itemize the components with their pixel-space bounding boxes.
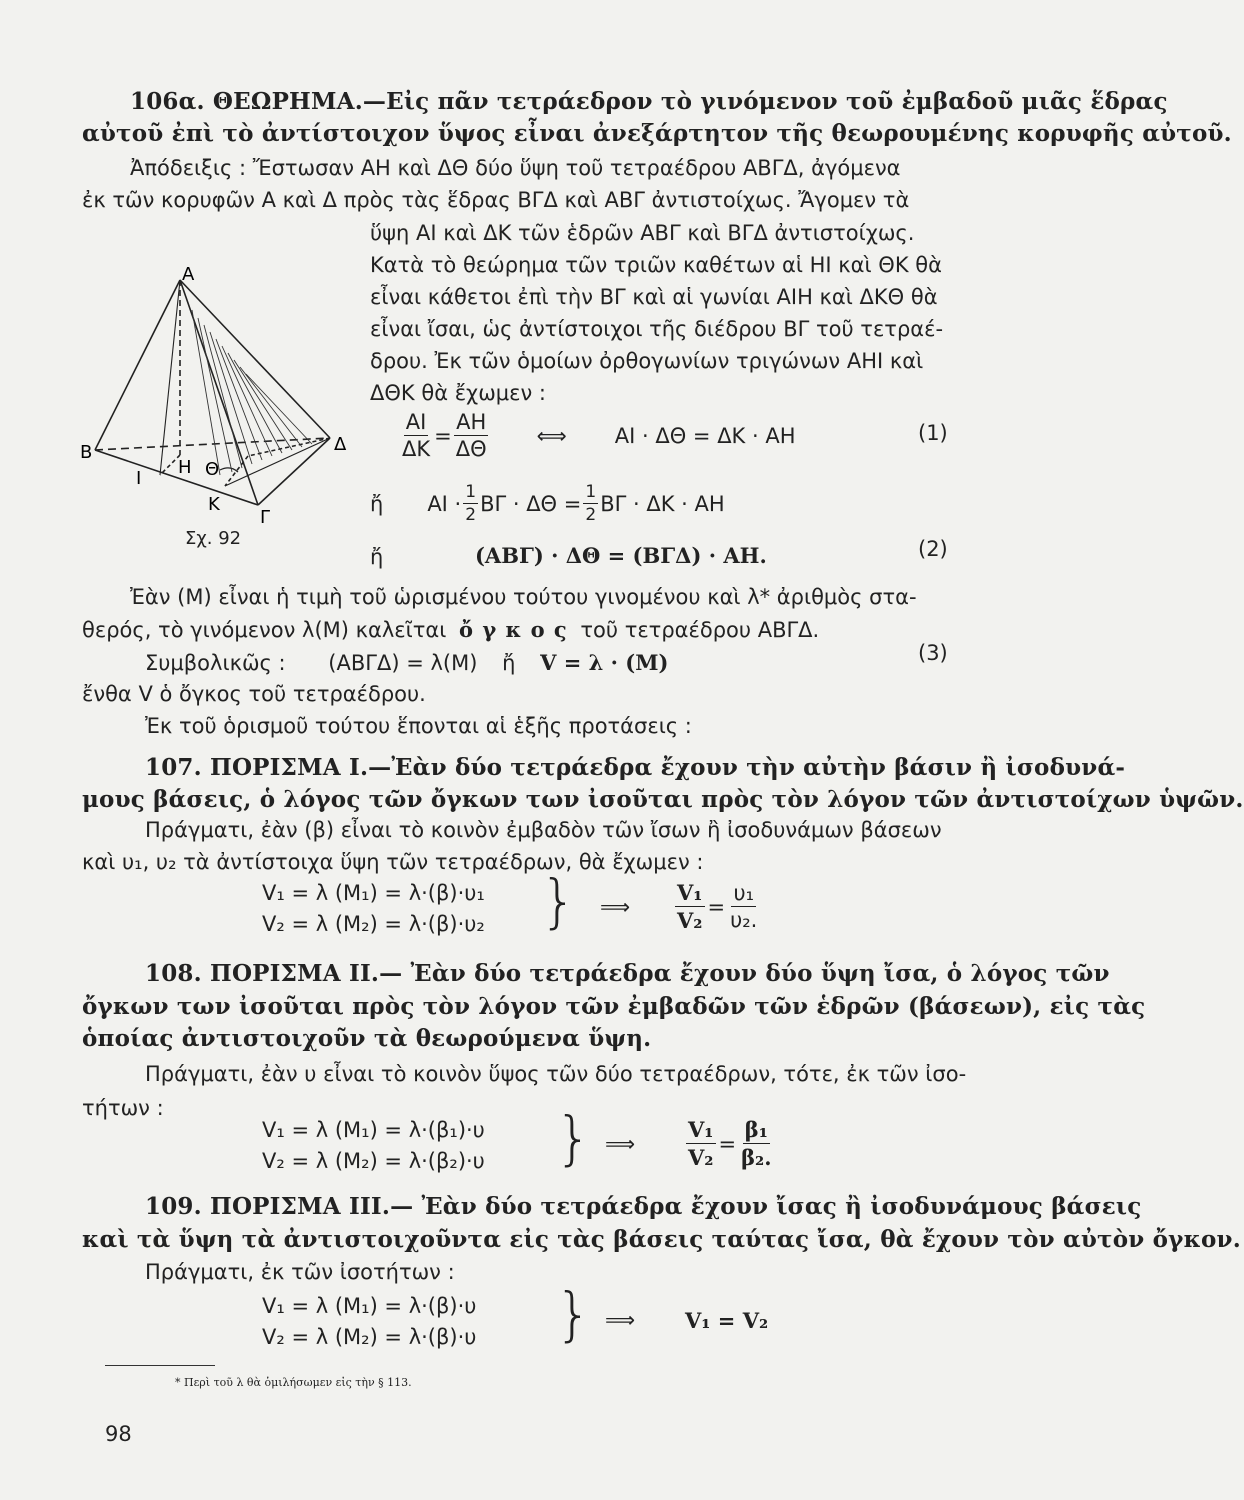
volume-term: ὄ γ κ ο ς xyxy=(459,617,568,642)
corollary-3-heading-cont: καὶ τὰ ὕψη τὰ ἀντιστοιχοῦντα εἰς τὰς βάσεις ταύτας ἴσα, θὰ ἔχουν τὸν αὐτὸν ὄγκον. xyxy=(82,1226,1241,1253)
corollary-2-heading: 108. ΠΟΡΙΣΜΑ ΙΙ.— Ἐὰν δύο τετράεδρα ἔχουν δύο ὕψη ἴσα, ὁ λόγος τῶν xyxy=(145,960,1110,987)
proof-line: εἶναι ἴσαι, ὡς ἀντίστοιχοι τῆς διέδρου ΒΓ τοῦ τετραέ- xyxy=(370,317,944,341)
corollary-2-result: $\frac{\text{V₁}}{\text{V₂}}$ = $\frac{\text{β₁}}{\text{β₂.}}$ xyxy=(688,1117,772,1170)
proof-line: ΔΘΚ θὰ ἔχωμεν : xyxy=(370,381,546,405)
fraction: $\frac{AH}{\Delta\Theta}$ xyxy=(455,410,487,461)
corollary-2-eq-a: V₁ = λ (Μ₁) = λ·(β₁)·υ xyxy=(262,1118,485,1142)
equation-label: (3) xyxy=(918,641,948,665)
where-line: ἔνθα V ὁ ὄγκος τοῦ τετραέδρου. xyxy=(82,682,426,706)
fraction: 1 2 xyxy=(465,482,477,525)
fraction: $\frac{AI}{\Delta K}$ xyxy=(402,410,431,461)
page-number: 98 xyxy=(105,1422,132,1446)
proof-line: ὕψη ΑΙ καὶ ΔΚ τῶν ἑδρῶν ΑΒΓ καὶ ΒΓΔ ἀντιστοίχως. xyxy=(370,221,915,245)
figure-label: Δ xyxy=(334,434,347,455)
right-brace: } xyxy=(555,1280,592,1348)
proof-line: εἶναι κάθετοι ἐπὶ τὴν ΒΓ καὶ αἱ γωνίαι ΑΙΗ καὶ ΔΚΘ θὰ xyxy=(370,285,938,309)
figure-label: Κ xyxy=(208,494,220,515)
fraction: $\frac{\text{β₁}}{\text{β₂.}}$ xyxy=(741,1117,772,1170)
corollary-1-line: καὶ υ₁, υ₂ τὰ ἀντίστοιχα ὕψη τῶν τετραέδρων, θὰ ἔχωμεν : xyxy=(82,850,704,874)
corollary-2-heading-cont: ὁποίας ἀντιστοιχοῦν τὰ θεωρούμενα ὕψη. xyxy=(82,1025,652,1052)
definition-line: Ἐὰν (Μ) εἶναι ἡ τιμὴ τοῦ ὡρισμένου τούτου γινομένου καὶ λ* ἀριθμὸς στα- xyxy=(130,585,917,609)
proof-line: δρου. Ἐκ τῶν ὁμοίων ὀρθογωνίων τριγώνων ΑΗΙ καὶ xyxy=(370,349,924,373)
corollary-1-eq-a: V₁ = λ (Μ₁) = λ·(β)·υ₁ xyxy=(262,881,485,905)
implies-arrow: ⟹ xyxy=(600,895,631,919)
corollary-3-result: V₁ = V₂ xyxy=(685,1308,769,1333)
fraction: $\frac{\text{V₁}}{\text{V₂}}$ xyxy=(688,1117,714,1170)
figure-label: Ι xyxy=(136,468,142,489)
equation-label: (2) xyxy=(918,537,948,561)
fraction: $\frac{\text{V₁}}{\text{V₂}}$ xyxy=(677,880,703,933)
corollary-3-eq-b: V₂ = λ (Μ₂) = λ·(β)·υ xyxy=(262,1325,477,1349)
definition-line: θερός, τὸ γινόμενον λ(Μ) καλεῖται ὄ γ κ ο ς τοῦ τετραέδρου ΑΒΓΔ. xyxy=(82,617,820,642)
proof-line: ἐκ τῶν κορυφῶν Α καὶ Δ πρὸς τὰς ἕδρας ΒΓΔ καὶ ΑΒΓ ἀντιστοίχως. Ἄγομεν τὰ xyxy=(82,188,910,212)
implies-arrow: ⟹ xyxy=(605,1132,636,1156)
footnote-rule xyxy=(105,1365,215,1366)
corollary-2-line: Πράγματι, ἐὰν υ εἶναι τὸ κοινὸν ὕψος τῶν δύο τετραέδρων, τότε, ἐκ τῶν ἰσο- xyxy=(145,1062,967,1086)
equation-2-or: ἤ xyxy=(370,545,384,569)
corollary-2-heading-cont: ὄγκων των ἰσοῦται πρὸς τὸν λόγον τῶν ἐμβαδῶν τῶν ἑδρῶν (βάσεων), εἰς τὰς xyxy=(82,993,1146,1020)
corollary-3-heading: 109. ΠΟΡΙΣΜΑ ΙΙΙ.— Ἐὰν δύο τετράεδρα ἔχουν ἴσας ἢ ἰσοδυνάμους βάσεις xyxy=(145,1193,1142,1220)
corollary-1-result: $\frac{\text{V₁}}{\text{V₂}}$ = $\frac{\text{υ₁}}{\text{υ₂.}}$ xyxy=(677,880,758,933)
proof-line: Ἀπόδειξις : Ἔστωσαν ΑΗ καὶ ΔΘ δύο ὕψη τοῦ τετραέδρου ΑΒΓΔ, ἀγόμενα xyxy=(130,156,901,180)
equation-2: (ΑΒΓ) · ΔΘ = (ΒΓΔ) · ΑΗ. xyxy=(475,543,767,568)
equation-half: ἤ ΑΙ · 1 2 ΒΓ · ΔΘ = $\frac{1}{2}$ ΒΓ · ΔΚ · ΑΗ xyxy=(370,482,725,525)
corollary-1-heading-cont: μους βάσεις, ὁ λόγος τῶν ὄγκων των ἰσοῦται πρὸς τὸν λόγον τῶν ἀντιστοίχων ὑψῶν. xyxy=(82,786,1244,813)
figure-label: Θ xyxy=(205,459,220,480)
symbolic-line: Συμβολικῶς : (ΑΒΓΔ) = λ(Μ) ἤ V = λ · (Μ) xyxy=(145,650,669,675)
fraction: $\frac{\text{υ₁}}{\text{υ₂.}}$ xyxy=(730,881,758,932)
footnote: * Περὶ τοῦ λ θὰ ὁμιλήσωμεν εἰς τὴν § 113. xyxy=(175,1376,412,1389)
fraction: $\frac{1}{2}$ xyxy=(585,482,597,525)
corollary-1-eq-b: V₂ = λ (Μ₂) = λ·(β)·υ₂ xyxy=(262,912,485,936)
corollary-1-heading: 107. ΠΟΡΙΣΜΑ Ι.—Ἐὰν δύο τετράεδρα ἔχουν τὴν αὐτὴν βάσιν ἢ ἰσοδυνά- xyxy=(145,754,1126,781)
theorem-heading-cont: αὐτοῦ ἐπὶ τὸ ἀντίστοιχον ὕψος εἶναι ἀνεξάρτητον τῆς θεωρουμένης κορυφῆς αὐτοῦ. xyxy=(82,120,1232,147)
corollary-3-line: Πράγματι, ἐκ τῶν ἰσοτήτων : xyxy=(145,1260,455,1284)
theorem-heading: 106α. ΘΕΩΡΗΜΑ.—Εἰς πᾶν τετράεδρον τὸ γινόμενον τοῦ ἐμβαδοῦ μιᾶς ἕδρας xyxy=(130,88,1168,115)
corollary-2-line: τήτων : xyxy=(82,1096,164,1120)
right-brace: } xyxy=(540,867,577,935)
tetrahedron-figure xyxy=(80,264,360,555)
figure-label: Α xyxy=(182,264,195,285)
implies-arrow: ⟹ xyxy=(605,1308,636,1332)
corollary-3-eq-a: V₁ = λ (Μ₁) = λ·(β)·υ xyxy=(262,1294,477,1318)
corollary-2-eq-b: V₂ = λ (Μ₂) = λ·(β₂)·υ xyxy=(262,1149,485,1173)
equation-label: (1) xyxy=(918,421,948,445)
figure-label: Η xyxy=(178,457,192,478)
figure-caption: Σχ. 92 xyxy=(185,528,242,549)
equation-1: $\frac{AI}{\Delta K}$ = $\frac{AH}{\Delta\Theta}$ ⟺ ΑΙ · ΔΘ = ΔΚ · ΑΗ xyxy=(402,410,796,461)
corollary-1-line: Πράγματι, ἐὰν (β) εἶναι τὸ κοινὸν ἐμβαδὸν τῶν ἴσων ἢ ἰσοδυνάμων βάσεων xyxy=(145,818,942,842)
figure-label: Γ xyxy=(260,507,271,528)
proof-line: Κατὰ τὸ θεώρημα τῶν τριῶν καθέτων αἱ ΗΙ καὶ ΘΚ θὰ xyxy=(370,253,942,277)
follows-line: Ἐκ τοῦ ὁρισμοῦ τούτου ἕπονται αἱ ἑξῆς προτάσεις : xyxy=(145,714,692,738)
figure-label: Β xyxy=(80,442,93,463)
right-brace: } xyxy=(555,1104,592,1172)
